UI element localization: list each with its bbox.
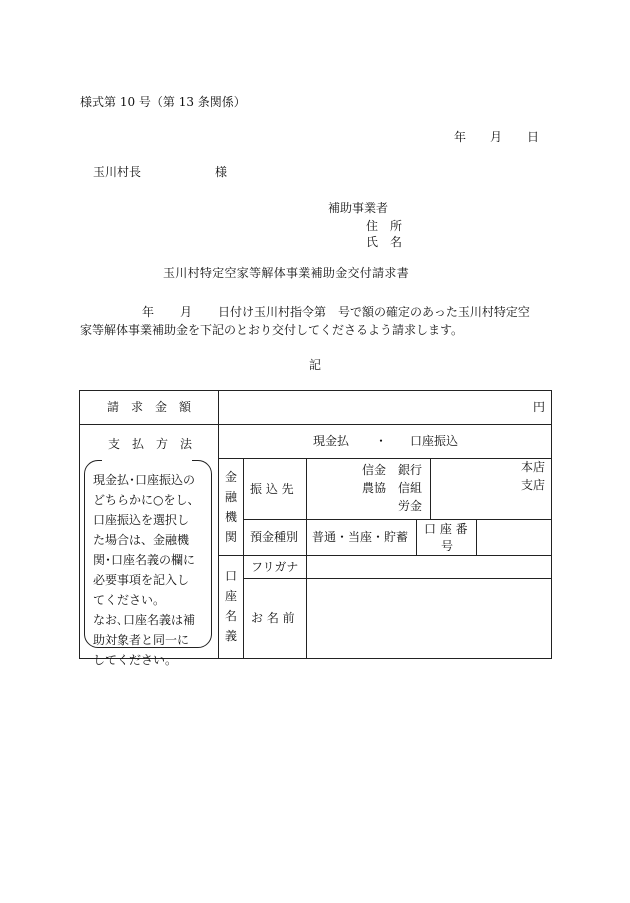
- ki-label: 記: [309, 358, 322, 372]
- transfer-dest-label: 振 込 先: [250, 482, 294, 496]
- method-transfer-option[interactable]: 口座振込: [410, 434, 459, 448]
- name-field[interactable]: [310, 582, 548, 655]
- method-label: 支 払 方 法: [108, 437, 193, 451]
- account-number-label-2: 号: [441, 539, 454, 553]
- body-year: 年: [142, 305, 155, 319]
- form-number: 様式第 10 号（第 13 条関係）: [80, 95, 246, 109]
- date-day: 日: [527, 130, 540, 144]
- applicant-label: 補助事業者: [328, 201, 389, 215]
- branch-type-branch: 支店: [521, 478, 546, 492]
- body-line1-text: 日付け玉川村指令第 号で額の確定のあった玉川村特定空: [218, 305, 530, 319]
- bank-type-2: 農協 信組: [362, 481, 423, 495]
- deposit-type-label: 預金種別: [250, 530, 299, 544]
- applicant-name: 氏 名: [366, 235, 403, 249]
- method-cash-option[interactable]: 現金払: [313, 434, 350, 448]
- amount-field[interactable]: [222, 394, 548, 420]
- account-number-field[interactable]: [479, 522, 549, 552]
- account-number-label-1: 口 座 番: [424, 522, 468, 536]
- addressee-name: 玉川村長: [93, 165, 142, 179]
- method-dot: ・: [375, 434, 388, 448]
- bank-type-3: 労金: [398, 499, 423, 513]
- date-month: 月: [490, 130, 503, 144]
- body-line2: 家等解体事業補助金を下記のとおり交付してくださるよう請求します。: [80, 323, 464, 337]
- body-month: 月: [180, 305, 193, 319]
- branch-type-main: 本店: [521, 460, 546, 474]
- amount-label: 請 求 金 額: [107, 400, 192, 414]
- account-name-label: 口 座 名 義: [224, 569, 237, 643]
- furigana-field[interactable]: [310, 558, 548, 576]
- page-title: 玉川村特定空家等解体事業補助金交付請求書: [163, 266, 410, 280]
- addressee-honorific: 様: [215, 165, 228, 179]
- deposit-types[interactable]: 普通・当座・貯蓄: [312, 530, 409, 544]
- bank-type-1: 信金 銀行: [362, 463, 423, 477]
- furigana-label: フリガナ: [251, 560, 299, 574]
- note-text: 現金払･口座振込の どちらかに○をし、 口座振込を選択し た場合は、金融機 関･口座名義の欄に 必要事項を記入し てください。 なお､口座名義は補 助対象者と同一に してください。: [93, 473, 200, 667]
- name-label: お 名 前: [251, 611, 295, 625]
- financial-institution-label: 金 融 機 関: [224, 470, 237, 544]
- amount-unit: 円: [533, 400, 546, 414]
- applicant-address: 住 所: [366, 219, 403, 233]
- date-year: 年: [454, 130, 467, 144]
